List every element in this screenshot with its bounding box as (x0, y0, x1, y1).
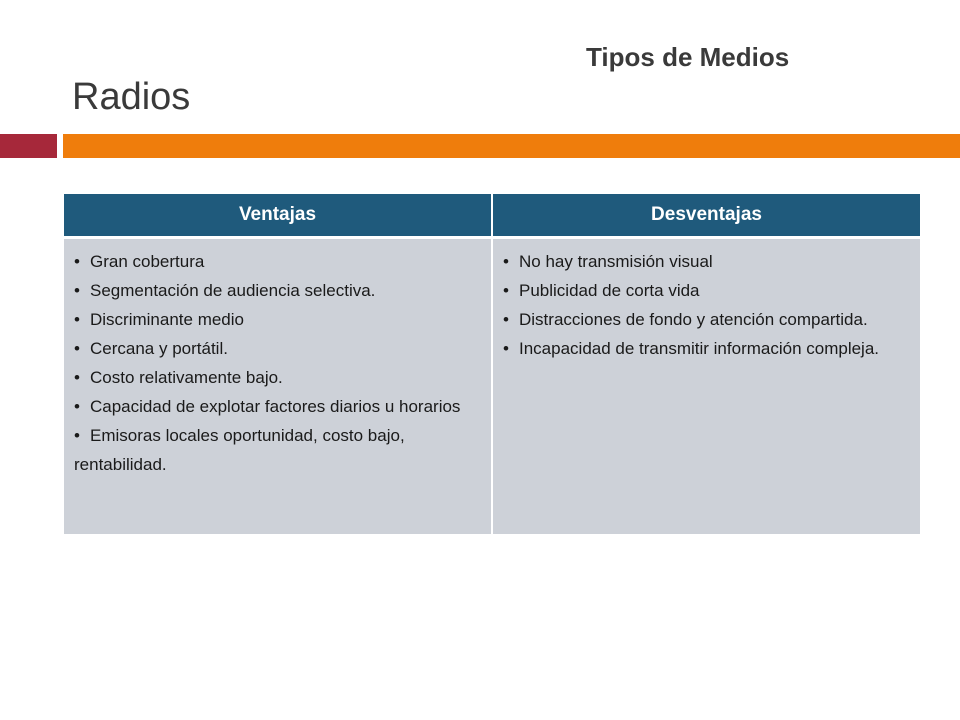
bullet-icon: • (74, 426, 80, 445)
slide-title: Radios (72, 76, 191, 118)
list-item (74, 276, 479, 305)
desventaja-text: Incapacidad de transmitir información compleja. (519, 339, 880, 358)
ventaja-text: Gran cobertura (90, 252, 205, 271)
bullet-icon: • (74, 281, 80, 300)
header-ventajas: Ventajas (64, 194, 492, 238)
ventaja-text: Discriminante medio (90, 310, 244, 329)
list-item (74, 421, 479, 479)
desventaja-text: Publicidad de corta vida (519, 281, 700, 300)
list-item (503, 247, 908, 276)
desventaja-text: Distracciones de fondo y atención compartida. (519, 310, 868, 329)
accent-bar-red (0, 134, 57, 158)
ventaja-text: Cercana y portátil. (90, 339, 228, 358)
list-item (74, 305, 479, 334)
ventaja-text: Costo relativamente bajo. (90, 368, 283, 387)
bullet-icon: • (74, 368, 80, 387)
list-item (74, 247, 479, 276)
bullet-icon: • (74, 397, 80, 416)
list-item (503, 305, 908, 334)
table-header-row (64, 194, 920, 238)
table-body-row (64, 238, 920, 534)
ventaja-text: Emisoras locales oportunidad, costo bajo, rentabilidad. (74, 426, 405, 474)
bullet-icon: • (503, 339, 509, 358)
bullet-icon: • (503, 310, 509, 329)
bullet-icon: • (503, 281, 509, 300)
list-item (503, 334, 908, 363)
list-item (74, 334, 479, 363)
ventajas-cell (64, 238, 492, 534)
accent-bar-orange (63, 134, 960, 158)
bullet-icon: • (74, 310, 80, 329)
desventaja-text: No hay transmisión visual (519, 252, 713, 271)
list-item (503, 276, 908, 305)
header-desventajas: Desventajas (492, 194, 920, 238)
comparison-table (64, 194, 920, 534)
ventaja-text: Segmentación de audiencia selectiva. (90, 281, 376, 300)
list-item (74, 392, 479, 421)
bullet-icon: • (503, 252, 509, 271)
bullet-icon: • (74, 339, 80, 358)
slide-subtitle: Tipos de Medios (586, 42, 790, 72)
ventaja-text: Capacidad de explotar factores diarios u horarios (90, 397, 461, 416)
bullet-icon: • (74, 252, 80, 271)
list-item (74, 363, 479, 392)
desventajas-cell (492, 238, 920, 534)
